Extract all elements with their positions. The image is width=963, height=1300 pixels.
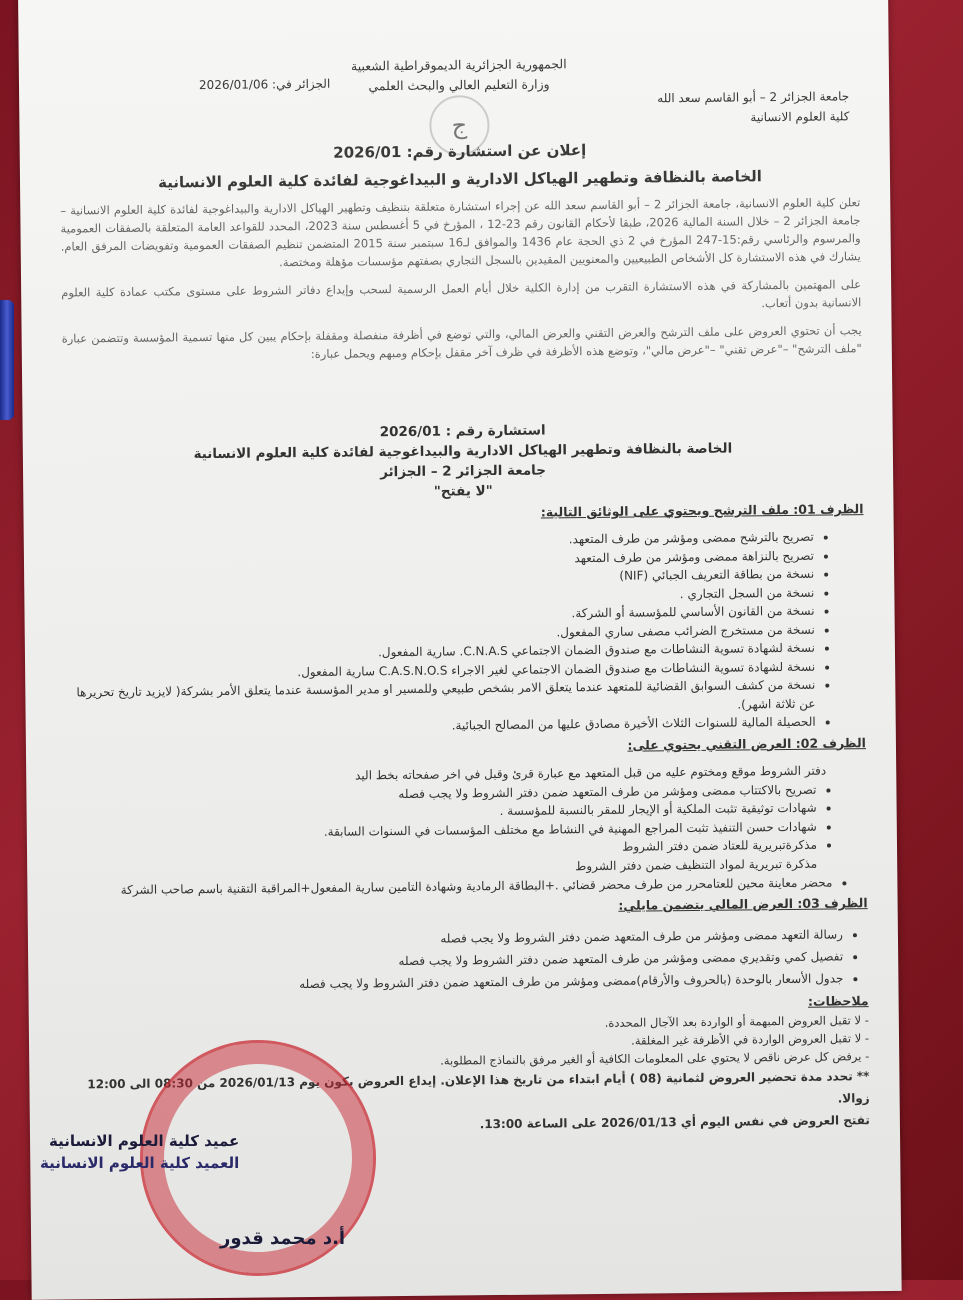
signatory-title — [40, 1130, 239, 1174]
announcement-subtitle: الخاصة بالنظافة وتطهير الهياكل الادارية و البيداغوجية لفائدة كلية العلوم الانسانية — [158, 167, 762, 192]
pen — [0, 300, 14, 420]
section2-intro: دفتر الشروط موقع ومختوم عليه من قبل المتعهد مع عبارة قرئ وقبل في اخر صفحاته بخط اليد — [355, 763, 827, 783]
university-logo-icon: ج — [429, 95, 490, 156]
signatory-title-line: عميد كلية العلوم الانسانية — [49, 1132, 240, 1150]
list-item: • رسالة التعهد ممضى ومؤشر من طرف المتعهد ضمن دفتر الشروط ولا يجب فصله — [68, 923, 843, 953]
list-item: • تصريح بالاكتتاب ممضى ومؤشر من طرف المتعهد ضمن دفتر الشروط ولا يجب فصله — [66, 780, 816, 806]
note-item: - لا تقبل العروض المبهمة أو الواردة بعد الآجال المحددة. — [604, 1013, 869, 1030]
list-item: • نسخة من كشف السوابق القضائية للمتعهد عندما يتعلق الامر بشخص طبيعي وللمسير او مدير المؤسسة عندما يتعلق الأمر بشركة( لايزيد تاريخ تحريرها عن ثلاثة اشهر). — [65, 676, 815, 721]
list-item: • نسخة من القانون الأساسي للمؤسسة أو الشركة. — [64, 602, 814, 628]
list-item: • نسخة من مستخرج الضرائب مصفى ساري المفعول. — [65, 620, 815, 646]
university-name: جامعة الجزائر 2 – أبو القاسم سعد الله — [657, 89, 850, 106]
envelope-line: الخاصة بالنظافة وتطهير الهياكل الادارية والبيداغوجية لفائدة كلية العلوم الانسانية — [193, 440, 733, 463]
section-heading: الظرف 03: العرض المالي يتضمن مايلي: — [618, 895, 868, 913]
list-item: • جدول الأسعار بالوحدة (بالحروف والأرقام)ممضى ومؤشر من طرف المتعهد ضمن دفتر الشروط ولا يجب فصله — [68, 967, 843, 997]
opening-date: تفتح العروض في نفس اليوم أي 2026/01/13 على الساعة 13:00. — [479, 1113, 870, 1132]
envelope-line: جامعة الجزائر 2 – الجزائر — [380, 462, 547, 481]
list-item: • شهادات حسن التنفيذ تثبت المراجع المهنية في النشاط مع مختلف المؤسسات في السنوات السابقة. — [67, 817, 817, 843]
signatory-title-line: العميد كلية العلوم الانسانية — [40, 1154, 240, 1172]
document-page — [18, 0, 902, 1300]
faculty-name: كلية العلوم الانسانية — [750, 109, 850, 125]
letterhead — [59, 51, 859, 140]
notes-heading: ملاحظات: — [807, 993, 869, 1009]
section3-list — [68, 923, 869, 997]
intro-paragraphs — [60, 193, 862, 375]
envelope-label — [63, 417, 864, 505]
list-item: • نسخة لشهادة تسوية النشاطات مع صندوق الضمان الاجتماعي C.N.A.S. سارية المفعول. — [65, 639, 815, 665]
list-item: • محضر معاينة محين للعتامحرر من طرف محضر قضائي .+البطاقة الرمادية وشهادة التامين سارية المفعول+المراقبة التقنية باسم صاحب الشركة — [67, 873, 832, 900]
list-item: • تصريح بالنزاهة ممضى ومؤشر من طرف المتعهد — [64, 546, 814, 572]
section-heading: الظرف 01: ملف الترشح ويحتوي على الوثائق التالية: — [540, 501, 864, 520]
republic-name: الجمهورية الجزائرية الديموقراطية الشعبية — [350, 56, 567, 74]
list-item: • تصريح بالترشح ممضى ومؤشر من طرف المتعهد. — [64, 528, 814, 554]
list-item: • تفصيل كمي وتقديري ممضى ومؤشر من طرف المتعهد ضمن دفتر الشروط ولا يجب فصله — [68, 945, 843, 975]
list-item: • الحصيلة المالية للسنوات الثلاث الأخيرة مصادق عليها من المصالح الجبائية. — [66, 713, 816, 739]
announcement-title: إعلان عن استشارة رقم: 2026/01 — [333, 141, 587, 162]
paragraph: تعلن كلية العلوم الانسانية، جامعة الجزائر 2 – أبو القاسم سعد الله عن إجراء استشارة متعلقة بتنظيف وتطهير الهياكل الادارية والبيداغوجية لفائدة كلية العلوم الانسانية – جامعة الجزائر 2 – خلال السنة المالية 2026، طبقا لأحكام القانون رقم 23-12 ، المؤرخ في 5 أغسطس سنة 2023، المحدد للقواعد العامة المتعلقة بالصفقات العمومية والمرسوم والرئاسي رقم:15-247 المؤرخ في 2 ذي الحجة عام 1436 والموافق لـ16 سبتمبر سنة 2015 المتضمن تنظيم الصفقات العمومية وتفويضات المرفق العام. يشارك في هذه الاستشارة كل الأشخاص الطبيعيين والمعنويين المقيدين بالسجل التجاري بصفتهم مؤسسات مؤهلة ومختصة. — [60, 195, 861, 270]
envelope-line: استشارة رقم : 2026/01 — [379, 422, 546, 441]
date-line: الجزائر في: 2026/01/06 — [198, 76, 331, 93]
note-item: ** تحدد مدة تحضير العروض لثمانية (08 ) أيام ابتداء من تاريخ هذا الإعلان. إيداع العروض يكون يوم 2026/01/13 من 08:30 الى 12:00 زوالا. — [87, 1069, 870, 1106]
paragraph: على المهتمين بالمشاركة في هذه الاستشارة التقرب من إدارة الكلية خلال أيام العمل الرسمية لسحب وإيداع دفاتر الشروط على مستوى مكتب عمادة كلية العلوم الانسانية بدون أتعاب. — [61, 277, 862, 311]
note-item: - لا تقبل العروض الواردة في الأظرفة غير المغلقة. — [631, 1031, 870, 1048]
list-item: • نسخة لشهادة تسوية النشاطات مع صندوق الضمان الاجتماعي لغير الاجراء C.A.S.N.O.S سارية المفعول. — [65, 657, 815, 683]
section2-extra: مذكرة تبريرية لمواد التنظيف ضمن دفتر الشروط — [575, 856, 818, 873]
list-item: • شهادات توثيقية تثبت الملكية أو الإيجار للمقر بالنسبة للمؤسسة . — [67, 799, 817, 825]
section-heading: الظرف 02: العرض التقني يحتوي على: — [627, 734, 867, 753]
envelope-line: "لا يفتح" — [433, 483, 493, 500]
ministry-name: وزارة التعليم العالي والبحث العلمي — [368, 76, 550, 94]
paragraph: يجب أن تحتوي العروض على ملف الترشح والعرض التقني والعرض المالي، والتي توضع في أظرفة منفصلة ومقفلة بإحكام يبين كل منها تسمية المؤسسة وتتضمن عبارة "ملف الترشح" –"عرض تقني" –"عرض مالي"، وتوضع هذه الأظرفة في ظرف آخر مقفل بإحكام ومبهم ويحمل عبارة: — [61, 323, 862, 361]
section1-list — [64, 527, 866, 739]
section2-list — [66, 780, 867, 862]
note-item: - يرفض كل عرض ناقص لا يحتوي على المعلومات الكافية أو الغير مرفق بالنماذج المطلوبة. — [440, 1049, 870, 1068]
list-item: • نسخة من بطاقة التعريف الجبائي (NIF) — [64, 565, 814, 591]
list-item: • مذكرةتبريرية للعتاد ضمن دفتر الشروط — [67, 836, 817, 862]
signatory-name: أ.د محمد قدور — [220, 1228, 346, 1249]
list-item: • نسخة من السجل التجاري . — [64, 583, 814, 609]
